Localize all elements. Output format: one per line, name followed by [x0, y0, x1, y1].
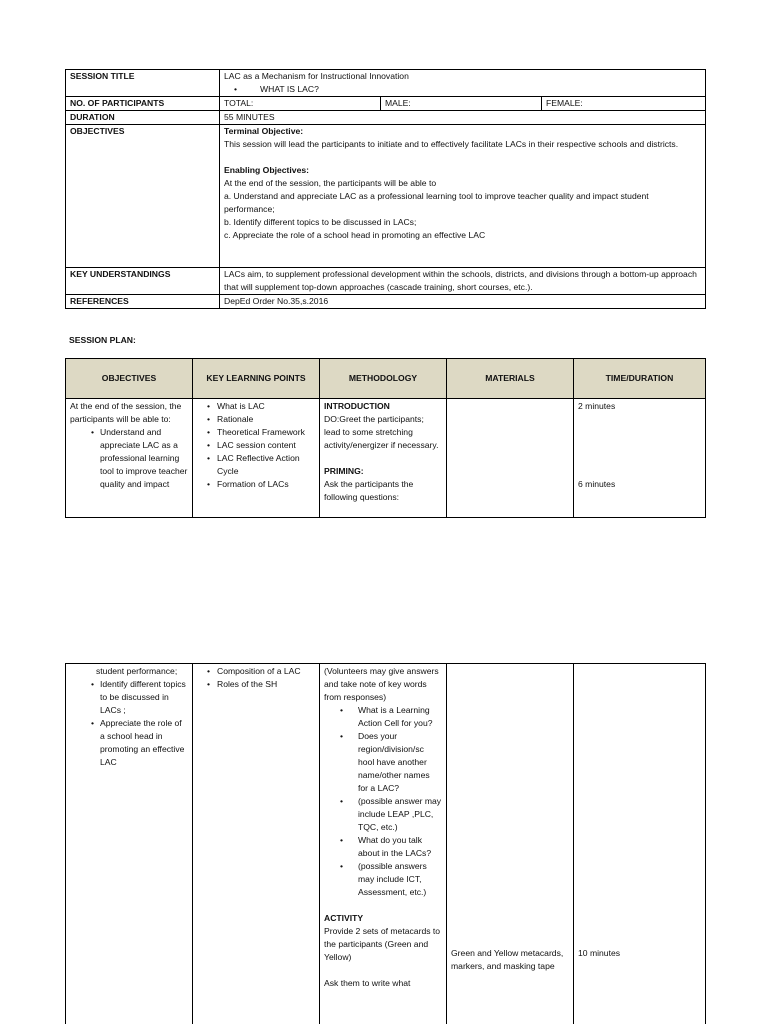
key-point-item: • Formation of LACs: [197, 478, 315, 491]
objectives-row: [66, 125, 706, 268]
session-title-cell: [220, 70, 706, 97]
introduction-heading: INTRODUCTION: [324, 401, 390, 411]
session-title-bullet: • WHAT IS LAC?: [224, 83, 701, 96]
methodology-question-list: [324, 704, 442, 899]
female-label: FEMALE:: [542, 97, 706, 111]
methodology-question-item: • Does your region/division/sc hool have another name/other names for a LAC?: [324, 730, 442, 795]
activity-heading: ACTIVITY: [324, 912, 364, 923]
time-cell: [574, 399, 706, 518]
key-points-cell: [193, 399, 320, 518]
duration-label: DURATION: [66, 111, 220, 125]
session-info-table: [65, 69, 706, 309]
key-understandings-label: KEY UNDERSTANDINGS: [66, 268, 220, 295]
materials-cell: [447, 399, 574, 518]
session-plan-label: SESSION PLAN:: [69, 335, 136, 345]
time-cell-continued: [574, 664, 706, 1024]
key-points-cell-continued: [193, 664, 320, 1024]
materials-value: Green and Yellow metacards, markers, and masking tape: [451, 948, 564, 971]
plan-row: [66, 399, 706, 518]
enabling-objective-c: c. Appreciate the role of a school head in promoting an effective LAC: [224, 229, 486, 240]
objectives-cell: [220, 125, 706, 268]
enabling-objective-b: b. Identify different topics to be discussed in LACs;: [224, 216, 417, 227]
priming-heading: PRIMING:: [324, 465, 364, 476]
session-plan-continued-table: [65, 663, 706, 1024]
male-label: MALE:: [381, 97, 542, 111]
plan-header-row: [66, 359, 706, 399]
key-points-header: KEY LEARNING POINTS: [193, 359, 320, 399]
methodology-question-item: • (possible answer may include LEAP ,PLC, TQC, etc.): [324, 795, 442, 834]
materials-cell-continued: [447, 664, 574, 1024]
priming-text: Ask the participants the following questions:: [324, 478, 414, 502]
objectives-cell: [66, 399, 193, 518]
introduction-text: DO:Greet the participants; lead to some stretching activity/energizer if necessary.: [324, 414, 439, 450]
materials-header: MATERIALS: [447, 359, 574, 399]
enabling-intro: At the end of the session, the participants will be able to: [224, 177, 437, 188]
duration-value: 55 MINUTES: [220, 111, 706, 125]
terminal-objective-heading: Terminal Objective:: [224, 126, 304, 136]
time-header: TIME/DURATION: [574, 359, 706, 399]
key-points-continued-list: [197, 665, 315, 691]
enabling-objective-a: a. Understand and appreciate LAC as a professional learning tool to improve teacher quality and impact student performance;: [224, 190, 649, 214]
key-point-item: • What is LAC: [197, 400, 315, 413]
methodology-header: METHODOLOGY: [320, 359, 447, 399]
objective-bullet: • Appreciate the role of a school head in promoting an effective LAC: [70, 717, 188, 769]
total-label: TOTAL:: [220, 97, 381, 111]
terminal-objective-text: This session will lead the participants to initiate and to effectively facilitate LACs in their respective schools and districts.: [224, 139, 679, 149]
methodology-cell: [320, 399, 447, 518]
methodology-question-item: • (possible answers may include ICT, Assessment, etc.): [324, 860, 442, 899]
objectives-continued-list: [70, 678, 188, 769]
key-point-item: • Theoretical Framework: [197, 426, 315, 439]
participants-row: [66, 97, 706, 111]
key-points-list: [197, 400, 315, 491]
objectives-cell-continued: [66, 664, 193, 1024]
objectives-header: OBJECTIVES: [66, 359, 193, 399]
key-point-item: • LAC session content: [197, 439, 315, 452]
key-point-item: • Composition of a LAC: [197, 665, 315, 678]
key-point-item: • LAC Reflective Action Cycle: [197, 452, 315, 478]
session-plan-table: [65, 358, 706, 518]
references-row: [66, 295, 706, 309]
duration-row: [66, 111, 706, 125]
session-title-row: [66, 70, 706, 97]
key-understandings-row: [66, 268, 706, 295]
key-understandings-value: LACs aim, to supplement professional development within the schools, districts, and divisions through a bottom-up approach that will supplement top-down approaches (cascade training, short courses, etc.).: [220, 268, 706, 295]
time-intro: 2 minutes: [578, 401, 616, 411]
activity-time: 10 minutes: [578, 948, 621, 958]
plan-continued-row: [66, 664, 706, 1024]
objective-bullet: • Identify different topics to be discussed in LACs ;: [70, 678, 188, 717]
methodology-intro: (Volunteers may give answers and take note of key words from responses): [324, 666, 439, 702]
participants-label: NO. OF PARTICIPANTS: [66, 97, 220, 111]
objectives-continued-text: student performance;: [96, 666, 178, 676]
methodology-question-item: • What is a Learning Action Cell for you?: [324, 704, 442, 730]
activity-text-cut: Ask them to write what: [324, 977, 411, 988]
activity-text: Provide 2 sets of metacards to the participants (Green and Yellow): [324, 925, 441, 962]
session-title-value: LAC as a Mechanism for Instructional Innovation: [224, 71, 409, 81]
objective-bullet: • Understand and appreciate LAC as a professional learning tool to improve teacher quality and impact: [70, 426, 188, 491]
objectives-intro: At the end of the session, the participants will be able to:: [70, 401, 182, 424]
methodology-cell-continued: [320, 664, 447, 1024]
references-value: DepEd Order No.35,s.2016: [220, 295, 706, 309]
key-point-item: • Rationale: [197, 413, 315, 426]
key-point-item: • Roles of the SH: [197, 678, 315, 691]
methodology-question-item: • What do you talk about in the LACs?: [324, 834, 442, 860]
enabling-objectives-heading: Enabling Objectives:: [224, 164, 310, 175]
objectives-label: OBJECTIVES: [66, 125, 220, 268]
session-title-label: SESSION TITLE: [66, 70, 220, 97]
references-label: REFERENCES: [66, 295, 220, 309]
time-priming: 6 minutes: [578, 479, 616, 489]
